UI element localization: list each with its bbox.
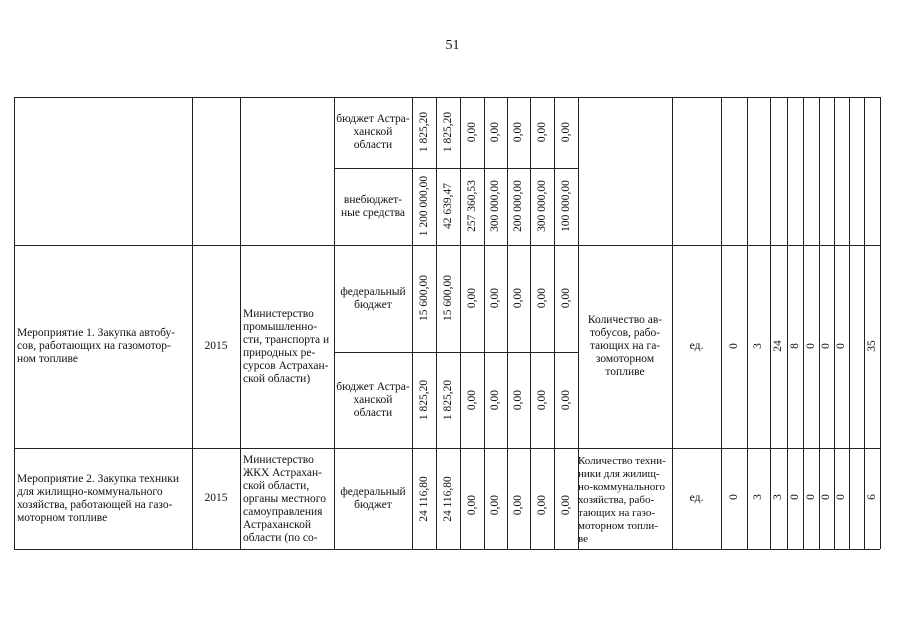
indicator-value: 3: [752, 494, 764, 500]
source-name: бюджет Астра- ханской области: [336, 113, 410, 151]
indicator-value: 0: [820, 494, 832, 500]
budget-value: 42 639,47: [442, 183, 454, 229]
budget-value: 24 116,80: [418, 476, 430, 522]
budget-value: 0,00: [536, 494, 548, 516]
table-top-border: [14, 97, 880, 98]
col-divider: [412, 97, 413, 549]
event-year: 2015: [204, 340, 228, 352]
budget-value: 0,00: [512, 121, 524, 143]
col-divider: [819, 97, 820, 549]
col-divider: [507, 97, 508, 549]
budget-value: 24 116,80: [442, 476, 454, 522]
table-bottom-border: [14, 549, 880, 550]
col-divider: [484, 97, 485, 549]
budget-value: 15 600,00: [418, 275, 430, 321]
indicator-value: 3: [752, 343, 764, 349]
col-divider: [834, 97, 835, 549]
budget-value: 0,00: [489, 287, 501, 309]
budget-value: 0,00: [560, 494, 572, 516]
budget-value: 15 600,00: [442, 275, 454, 321]
indicator-value: 0: [820, 343, 832, 349]
budget-value: 0,00: [512, 494, 524, 516]
source-name: федеральный бюджет: [340, 285, 406, 311]
event-description: Мероприятие 2. Закупка техники для жилищно-коммунального хозяйства, работающей на газо- моторном топливе: [17, 472, 180, 524]
indicator-value: 3: [772, 494, 784, 500]
col-divider: [849, 97, 850, 549]
budget-value: 0,00: [536, 287, 548, 309]
indicator-value: 0: [835, 494, 847, 500]
budget-value: 0,00: [560, 287, 572, 309]
col-divider: [554, 97, 555, 549]
budget-value: 0,00: [560, 121, 572, 143]
col-divider: [787, 97, 788, 549]
indicator-value: 24: [772, 340, 784, 352]
budget-value: 300 000,00: [536, 180, 548, 232]
budget-value: 1 825,20: [442, 379, 454, 421]
indicator-unit: ед.: [689, 340, 704, 352]
col-divider: [880, 97, 881, 549]
event-executor: Министерство ЖКХ Астрахан- ской области, органы местного самоуправления Астраханской области (по со-: [243, 454, 326, 544]
col-divider: [530, 97, 531, 549]
indicator-value: 0: [835, 343, 847, 349]
budget-value: 0,00: [466, 389, 478, 411]
event-description: Мероприятие 1. Закупка автобу- сов, работающих на газомотор- ном топливе: [17, 327, 176, 365]
col-divider: [436, 97, 437, 549]
budget-value: 257 360,53: [466, 180, 478, 232]
indicator-value: 6: [866, 494, 878, 500]
budget-value: 1 200 000,00: [418, 175, 430, 237]
budget-value: 0,00: [512, 287, 524, 309]
budget-value: 0,00: [536, 389, 548, 411]
budget-value: 0,00: [536, 121, 548, 143]
col-divider: [803, 97, 804, 549]
indicator-value: 0: [728, 343, 740, 349]
budget-value: 0,00: [466, 287, 478, 309]
budget-value: 0,00: [512, 389, 524, 411]
indicator-value: 0: [805, 343, 817, 349]
budget-value: 1 825,20: [442, 111, 454, 153]
col-divider: [747, 97, 748, 549]
page-number: 51: [445, 38, 460, 53]
source-name: федеральный бюджет: [340, 485, 406, 511]
budget-value: 0,00: [489, 389, 501, 411]
source-name: бюджет Астра- ханской области: [336, 380, 410, 419]
indicator-value: 0: [805, 494, 817, 500]
indicator-value: 35: [866, 340, 878, 352]
indicator-name: Количество техни- ники для жилищ- но-коммунального хозяйства, рабо- тающих на газо- моторном топли- ве: [578, 455, 666, 545]
indicator-value: 0: [728, 494, 740, 500]
budget-value: 300 000,00: [489, 180, 501, 232]
budget-value: 100 000,00: [560, 180, 572, 232]
budget-value: 1 825,20: [418, 379, 430, 421]
budget-value: 0,00: [489, 494, 501, 516]
source-name: внебюджет- ные средства: [340, 193, 406, 219]
budget-value: 0,00: [560, 389, 572, 411]
budget-value: 200 000,00: [512, 180, 524, 232]
indicator-value: 8: [789, 343, 801, 349]
budget-value: 0,00: [466, 121, 478, 143]
indicator-name: Количество ав- тобусов, рабо- тающих на га- зомоторном топливе: [587, 314, 663, 378]
indicator-value: 0: [789, 494, 801, 500]
budget-value: 0,00: [466, 494, 478, 516]
event-executor: Министерство промышленно- сти, транспорта и природных ре- сурсов Астрахан- ской области): [243, 307, 330, 385]
budget-value: 0,00: [489, 121, 501, 143]
event-year: 2015: [204, 492, 228, 504]
col-divider: [14, 97, 15, 549]
indicator-unit: ед.: [689, 492, 704, 504]
col-divider: [240, 97, 241, 549]
col-divider: [721, 97, 722, 549]
col-divider: [864, 97, 865, 549]
budget-value: 1 825,20: [418, 111, 430, 153]
col-divider: [460, 97, 461, 549]
col-divider: [770, 97, 771, 549]
